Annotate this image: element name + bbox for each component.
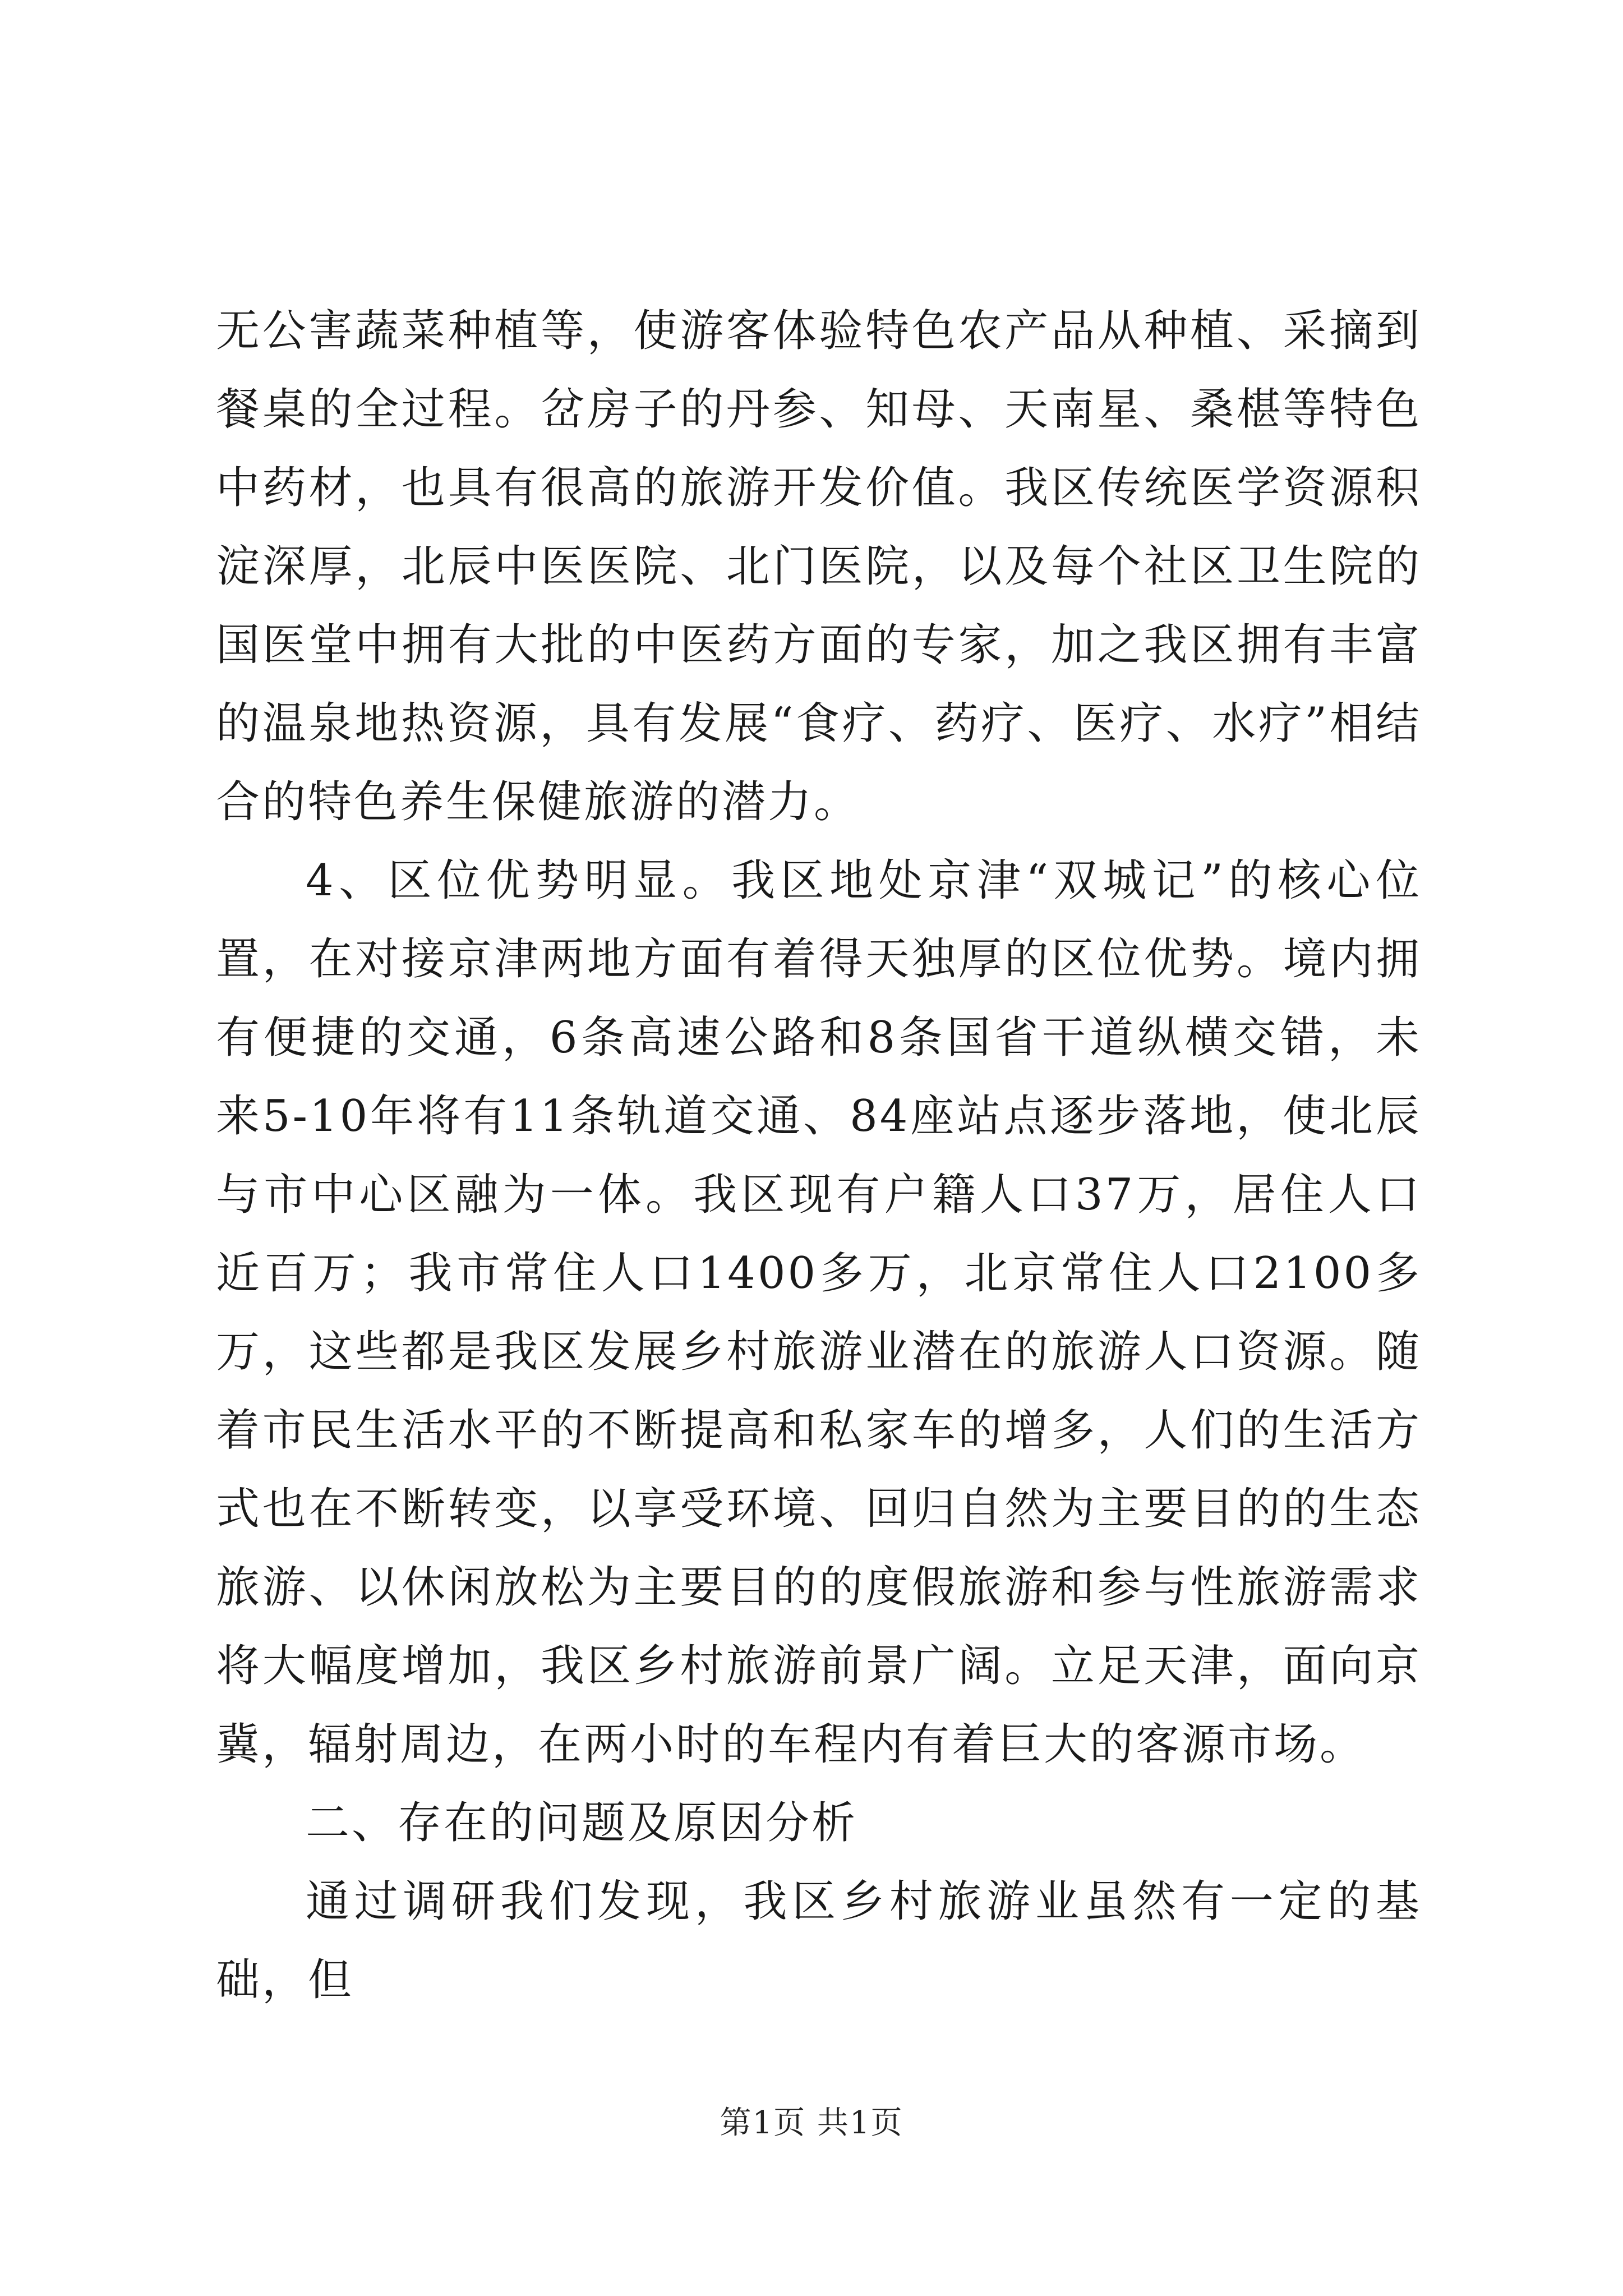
paragraph-herbal-tourism: 无公害蔬菜种植等，使游客体验特色农产品从种植、采摘到餐桌的全过程。岔房子的丹参、知母、天南星、桑椹等特色中药材，也具有很高的旅游开发价值。我区传统医学资源积淀深厚，北辰中医医院、北门医院，以及每个社区卫生院的国医堂中拥有大批的中医药方面的专家，加之我区拥有丰富的温泉地热资源，具有发展“食疗、药疗、医疗、水疗”相结合的特色养生保健旅游的潜力。 <box>216 306 1422 827</box>
paragraph-survey-findings: 通过调研我们发现，我区乡村旅游业虽然有一定的基础，但 <box>216 1876 1422 2005</box>
section-heading-problems: 二、存在的问题及原因分析 <box>306 1798 858 1848</box>
page-number-footer: 第1页 共1页 <box>720 2105 903 2141</box>
paragraph-location-advantage: 4、区位优势明显。我区地处京津“双城记”的核心位置，在对接京津两地方面有着得天独厚的区位优势。境内拥有便捷的交通，6条高速公路和8条国省干道纵横交错，未来5-10年将有11条轨道交通、84座站点逐步落地，使北辰与市中心区融为一体。我区现有户籍人口37万，居住人口近百万；我市常住人口1400多万，北京常住人口2100多万，这些都是我区发展乡村旅游业潜在的旅游人口资源。随着市民生活水平的不断提高和私家车的增多，人们的生活方式也在不断转变，以享受环境、回归自然为主要目的的生态旅游、以休闲放松为主要目的的度假旅游和参与性旅游需求将大幅度增加，我区乡村旅游前景广阔。立足天津，面向京冀，辐射周边，在两小时的车程内有着巨大的客源市场。 <box>216 855 1422 1770</box>
document-body <box>216 292 1422 2019</box>
